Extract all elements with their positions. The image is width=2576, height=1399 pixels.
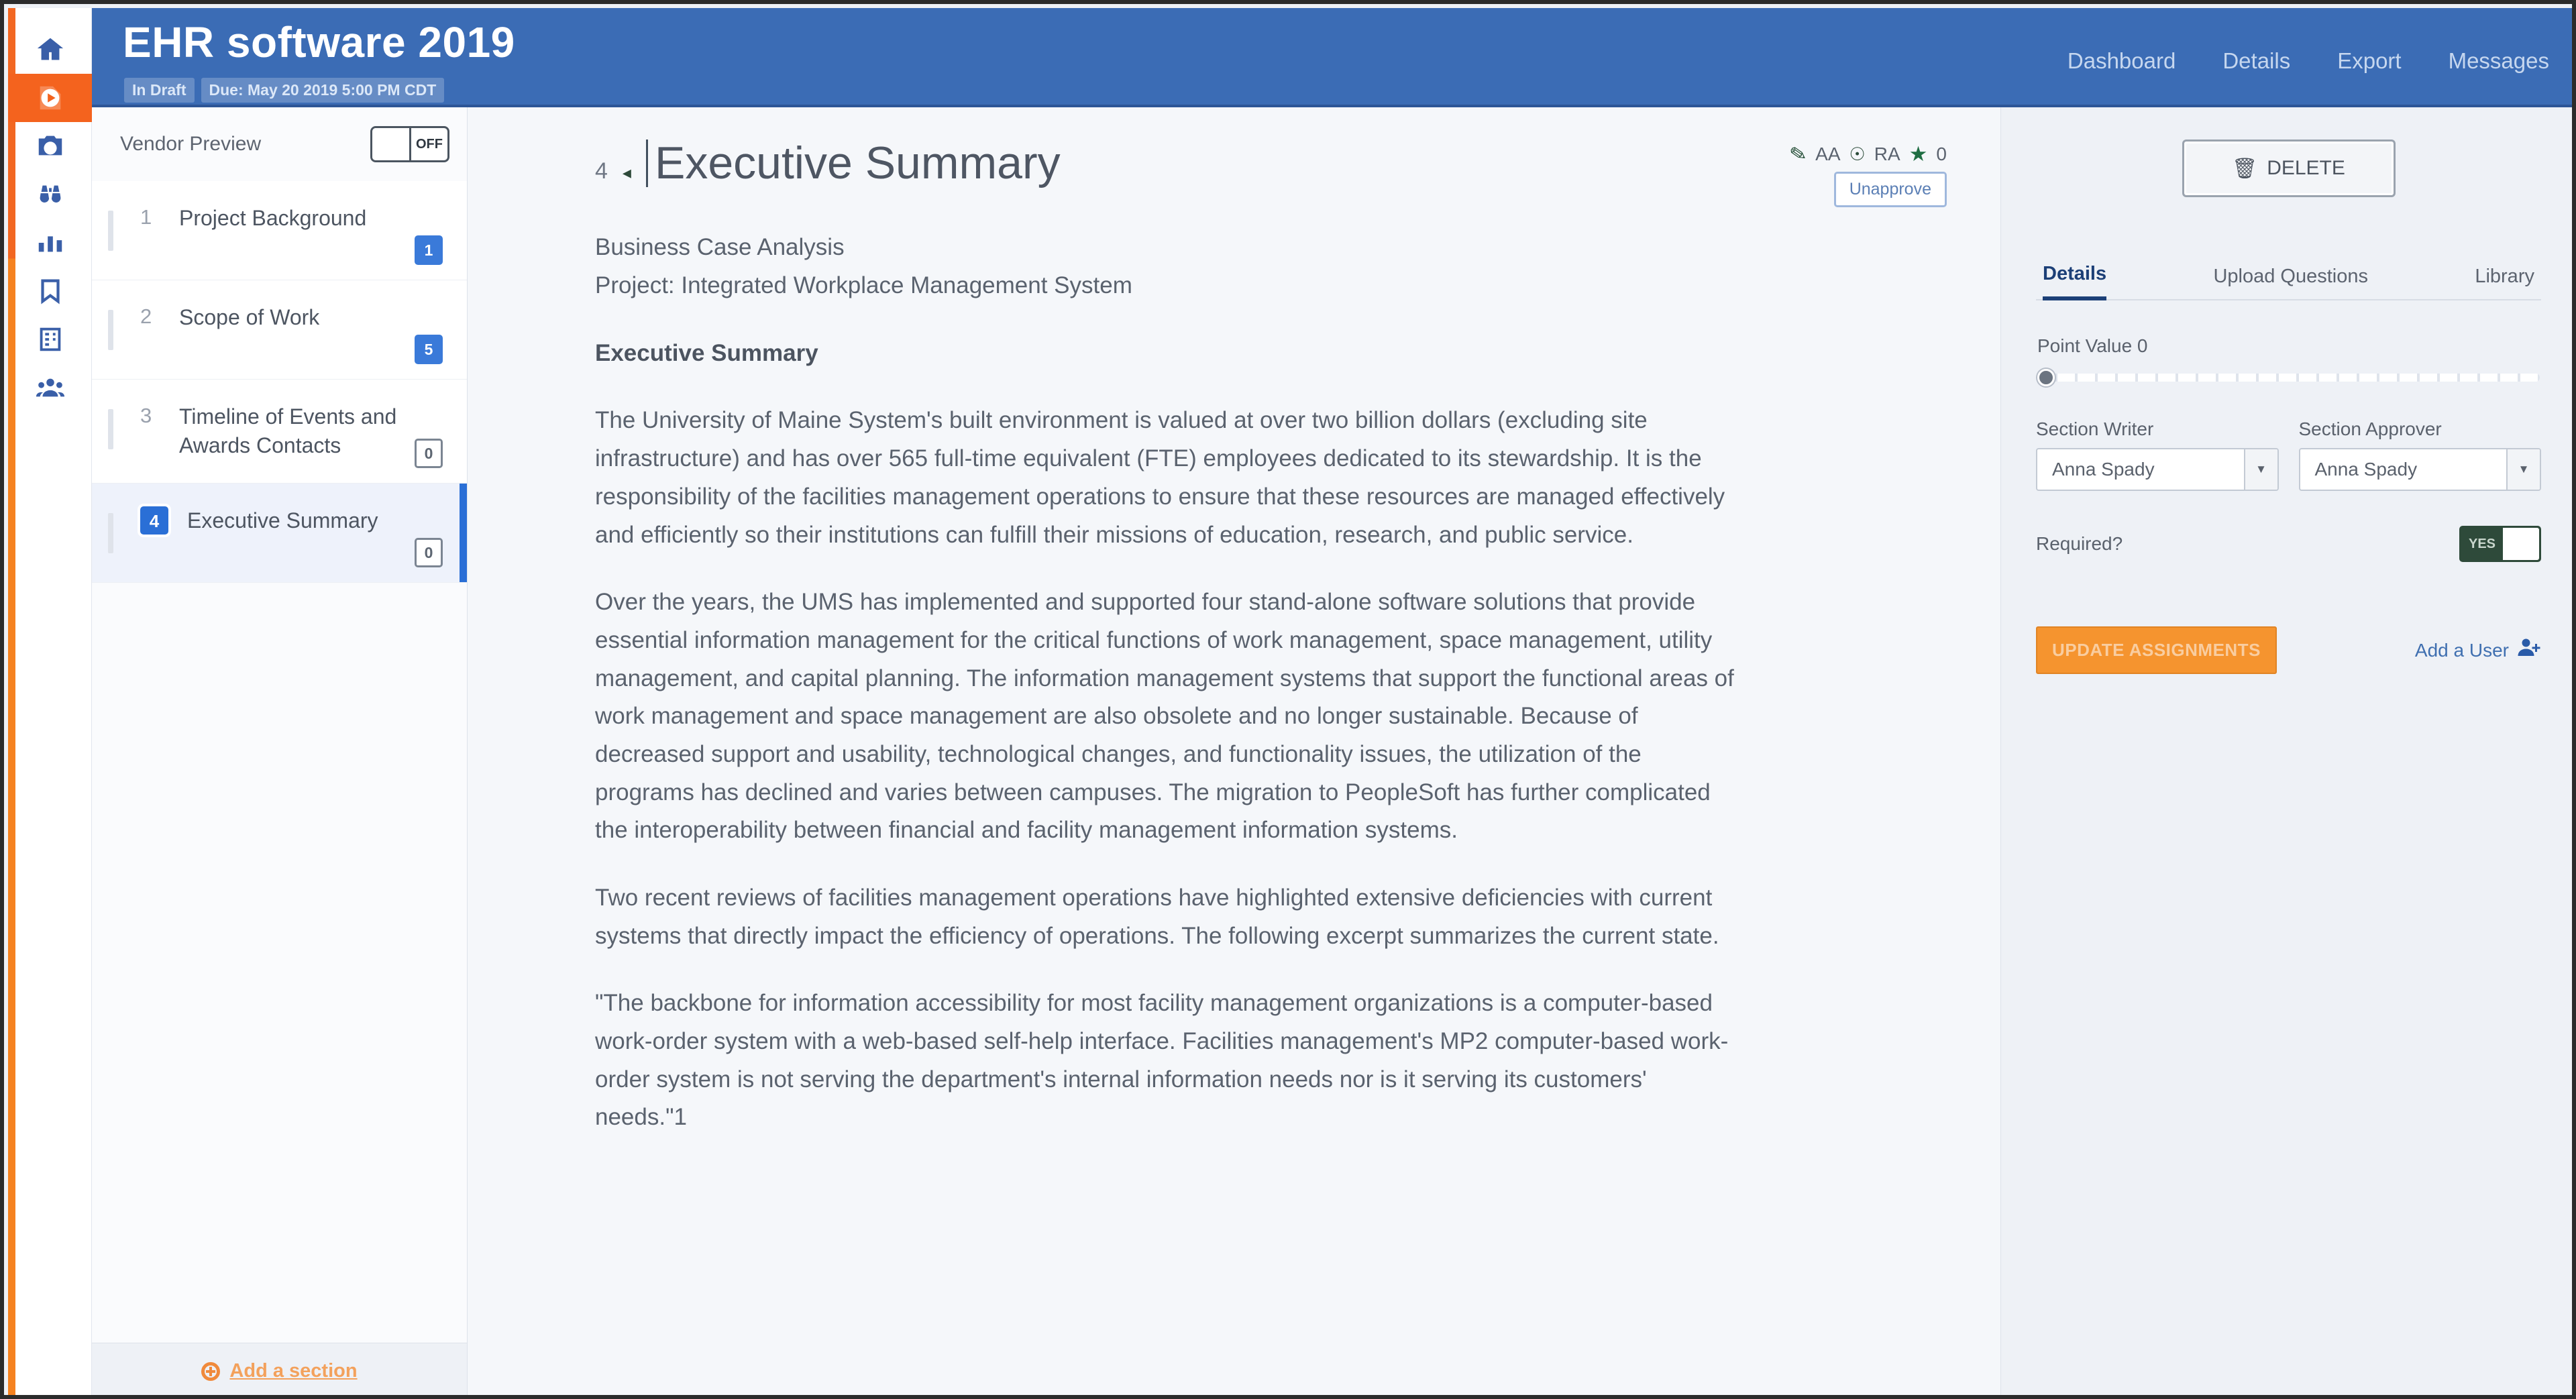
document-toolbar-row — [1790, 142, 1947, 166]
page-title: EHR software 2019 — [123, 18, 515, 66]
document-section-number: 4 — [595, 158, 608, 184]
home-icon — [35, 34, 66, 65]
section-label: Executive Summary — [187, 508, 378, 533]
header-nav — [2068, 48, 2549, 74]
star-icon[interactable]: ★ — [1909, 142, 1928, 166]
document-paragraph: Business Case Analysis — [595, 234, 845, 261]
required-label: Required? — [2036, 533, 2123, 555]
chevron-down-icon[interactable]: ▼ — [2506, 449, 2540, 490]
sections-panel — [92, 107, 468, 1399]
section-label: Timeline of Events and Awards Contacts — [179, 404, 397, 458]
section-writer-label: Section Writer — [2036, 418, 2154, 440]
details-panel — [2000, 107, 2576, 1399]
section-list-item-timeline-of-events[interactable] — [92, 380, 467, 484]
nav-export[interactable]: Export — [2337, 48, 2402, 73]
rail-item-bookmarks[interactable] — [8, 267, 92, 315]
update-assignments-button[interactable]: UPDATE ASSIGNMENTS — [2036, 626, 2277, 674]
section-list-item-project-background[interactable] — [92, 181, 467, 280]
pencil-icon[interactable]: ✎ — [1788, 142, 1809, 167]
building-icon — [35, 324, 66, 355]
section-label: Project Background — [179, 206, 367, 230]
details-actions — [2036, 626, 2541, 674]
section-number: 1 — [140, 205, 152, 229]
unapprove-button[interactable]: Unapprove — [1834, 172, 1947, 207]
rail-item-documents[interactable] — [8, 74, 92, 122]
delete-button[interactable] — [2182, 139, 2396, 197]
section-label: Scope of Work — [179, 305, 320, 329]
section-approver-select[interactable] — [2299, 448, 2542, 491]
header-badges — [124, 78, 444, 103]
document-paragraph: Two recent reviews of facilities management operations have highlighted extensive deficiencies with current systems that directly impact the efficiency of operations. The following excerpt summarizes the current state. — [595, 885, 1719, 949]
toggle-knob — [2503, 528, 2539, 560]
nav-details[interactable]: Details — [2222, 48, 2291, 73]
document-title[interactable]: Executive Summary — [646, 139, 1061, 187]
vendor-preview-row — [92, 107, 467, 181]
document-paragraph: Project: Integrated Workplace Management System — [595, 272, 1132, 299]
person-add-icon — [2517, 636, 2541, 665]
document-toolbar — [1790, 142, 1947, 207]
document-paragraph: "The backbone for information accessibility for most facility management organizations is a computer-based work-order system with a web-based self-help interface. Facilities management's MP2 computer-based work-order system is not serving the department's internal information needs nor is it serving its customers' needs."1 — [595, 990, 1729, 1131]
rail-item-search-vendors[interactable] — [8, 170, 92, 219]
required-row — [2036, 526, 2541, 562]
rail-item-camera[interactable] — [8, 122, 92, 170]
section-approver-initials: RA — [1874, 144, 1900, 164]
rail-item-team[interactable] — [8, 363, 92, 412]
assignment-fields — [2036, 418, 2541, 491]
rail-item-organizations[interactable] — [8, 315, 92, 363]
section-writer-select[interactable] — [2036, 448, 2279, 491]
add-user-label: Add a User — [2414, 639, 2509, 661]
point-value-slider[interactable] — [2037, 366, 2540, 389]
drag-handle-icon[interactable] — [108, 513, 113, 553]
section-list-item-executive-summary[interactable] — [92, 484, 467, 583]
tab-library[interactable]: Library — [2475, 266, 2534, 287]
section-number: 4 — [140, 506, 168, 535]
people-icon — [35, 372, 66, 403]
drag-handle-icon[interactable] — [108, 310, 113, 350]
chart-icon — [35, 227, 66, 258]
section-number: 2 — [140, 304, 152, 328]
approval-circle-icon[interactable]: ☉ — [1849, 144, 1866, 164]
section-question-count-badge: 1 — [415, 235, 443, 265]
vendor-preview-toggle-state: OFF — [416, 136, 443, 152]
section-question-count-badge: 5 — [415, 335, 443, 364]
tab-details[interactable]: Details — [2043, 262, 2106, 300]
selected-indicator — [460, 484, 467, 582]
slider-track — [2037, 374, 2540, 382]
document-paragraph: The University of Maine System's built environment is valued at over two billion dollars (excluding site infrastructure) and has over 565 full-time equivalent (FTE) employees dedicated to its stewardship. It is the responsibility of the facilities management operations to ensure that these resources are managed effectively and efficiently so their institutions can fulfill their missions of education, research, and public service. — [595, 407, 1725, 548]
document-editor — [468, 107, 2000, 1399]
add-section-label: Add a section — [229, 1360, 358, 1382]
section-list — [92, 181, 467, 583]
details-tabs — [2036, 262, 2541, 300]
vendor-preview-toggle[interactable] — [370, 126, 449, 162]
page-header — [92, 8, 2576, 107]
trash-icon: 🗑 — [2232, 157, 2258, 180]
drag-handle-icon[interactable] — [108, 409, 113, 449]
due-date-badge: Due: May 20 2019 5:00 PM CDT — [201, 78, 445, 103]
point-value-label: Point Value 0 — [2037, 335, 2148, 357]
document-paragraph: Executive Summary — [595, 339, 818, 366]
rail-item-reports[interactable] — [8, 219, 92, 267]
section-list-item-scope-of-work[interactable] — [92, 280, 467, 380]
status-badge: In Draft — [124, 78, 195, 103]
nav-dashboard[interactable]: Dashboard — [2067, 48, 2176, 73]
required-toggle[interactable] — [2459, 526, 2541, 562]
section-writer-initials: AA — [1815, 144, 1841, 164]
section-approver-value: Anna Spady — [2314, 459, 2418, 480]
plus-icon — [201, 1362, 220, 1381]
binoculars-icon — [35, 179, 66, 210]
section-writer-field — [2036, 418, 2279, 491]
section-approver-label: Section Approver — [2298, 418, 2442, 440]
document-icon — [35, 82, 66, 113]
slider-handle[interactable] — [2037, 369, 2055, 386]
required-toggle-state: YES — [2468, 536, 2496, 551]
drag-handle-icon[interactable] — [108, 211, 113, 251]
document-title-row — [595, 137, 1947, 199]
section-question-count-badge: 0 — [415, 439, 443, 468]
camera-icon — [35, 131, 66, 162]
vendor-preview-label: Vendor Preview — [120, 133, 262, 155]
document-paragraph: Over the years, the UMS has implemented and supported four stand-alone software solutions that provide essential information management for the critical functions of work management, space management, utility management, and capital planning. The information management systems that support the functional areas of work management and space management are also obsolete and no longer sustainable. Because of decreased support and usability, technological changes, and functionality issues, the utilization of the programs has declined and varies between campuses. The migration to PeopleSoft has further complicated the interoperability between financial and facility management information systems. — [595, 589, 1734, 844]
point-value-count: 0 — [1936, 144, 1947, 164]
collapse-caret-icon[interactable]: ◂ — [622, 162, 631, 182]
nav-messages[interactable]: Messages — [2448, 48, 2549, 73]
bookmark-icon — [35, 276, 66, 306]
toggle-knob — [372, 128, 411, 160]
tab-upload-questions[interactable]: Upload Questions — [2213, 266, 2368, 287]
section-number: 3 — [140, 404, 152, 427]
document-body[interactable] — [595, 229, 1947, 1137]
add-section-button[interactable] — [92, 1343, 467, 1399]
section-approver-field — [2299, 418, 2542, 491]
delete-button-label: DELETE — [2267, 157, 2345, 179]
section-question-count-badge: 0 — [415, 538, 443, 567]
rail-item-home[interactable] — [8, 25, 92, 74]
left-icon-rail — [8, 8, 92, 1399]
add-user-link[interactable] — [2415, 636, 2541, 665]
chevron-down-icon[interactable]: ▼ — [2244, 449, 2277, 490]
section-writer-value: Anna Spady — [2052, 459, 2155, 480]
